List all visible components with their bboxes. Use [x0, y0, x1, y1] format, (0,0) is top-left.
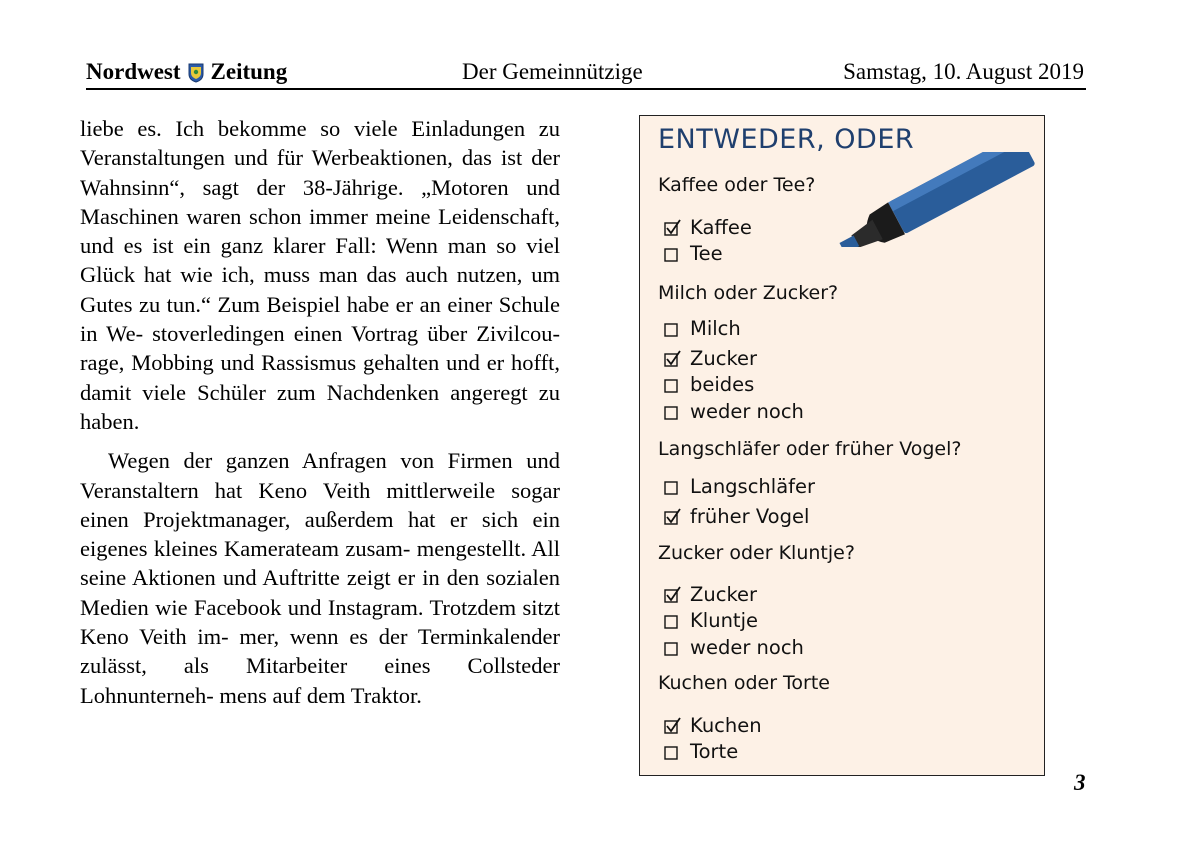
option-item	[664, 371, 754, 397]
empty-box-icon	[664, 245, 678, 261]
option-label: Torte	[690, 739, 739, 763]
option-label: weder noch	[690, 399, 804, 423]
newspaper-logo	[86, 58, 287, 86]
empty-box-icon	[664, 743, 678, 759]
option-item	[664, 473, 815, 499]
option-label: früher Vogel	[690, 504, 810, 528]
question-heading: Milch oder Zucker?	[658, 282, 839, 304]
checked-box-icon	[664, 586, 678, 602]
option-label: Langschläfer	[690, 474, 816, 498]
article-line: und Veranstaltern hat Keno Veith mittlerweile	[80, 448, 561, 503]
question-heading: Zucker oder Kluntje?	[658, 542, 855, 564]
article-line: Zum Beispiel habe er an einer Schule in We-	[80, 291, 561, 347]
highlighter-marker-icon	[830, 152, 1040, 251]
article-line: sich ein eigenes kleines Kamerateam zusam-	[80, 506, 561, 562]
option-item	[664, 345, 757, 371]
either-or-sidebar	[639, 115, 1045, 776]
checked-box-icon	[664, 350, 678, 366]
article-line: mengestellt. All seine Aktionen und Auftritte	[80, 536, 560, 591]
empty-box-icon	[664, 612, 678, 628]
article-line: muss man das auch nutzen, um Gutes zu tun.“	[80, 262, 561, 317]
article-body	[80, 114, 560, 710]
empty-box-icon	[664, 639, 678, 655]
option-label: beides	[690, 372, 755, 396]
option-item	[664, 398, 804, 424]
checked-box-icon	[664, 717, 678, 733]
option-label: Kluntje	[690, 608, 758, 632]
brand-right: Zeitung	[210, 59, 288, 84]
option-item	[664, 738, 738, 764]
empty-box-icon	[664, 403, 678, 419]
question-heading: Kaffee oder Tee?	[658, 174, 816, 196]
article-paragraph-2	[80, 446, 560, 710]
option-label: Kaffee	[690, 215, 752, 239]
article-line: mer, wenn es der Terminkalender zulässt, als	[80, 624, 560, 679]
article-line: mens auf dem Traktor.	[219, 682, 422, 708]
option-item	[664, 634, 804, 660]
article-line: und Instagram. Trotzdem sitzt Keno Veith im-	[80, 594, 560, 650]
question-heading: Kuchen oder Torte	[658, 672, 830, 694]
option-item	[664, 581, 757, 607]
section-title: Der Gemeinnützige	[462, 59, 643, 84]
article-line: rage, Mobbing und Rassismus gehalten und er	[80, 350, 505, 376]
article-line: stoverledingen einen Vortrag über Zivilcou-	[152, 321, 561, 347]
sidebar-title: ENTWEDER, ODER	[658, 124, 915, 155]
option-item	[664, 315, 741, 341]
article-paragraph-1	[80, 114, 560, 436]
option-label: Tee	[690, 241, 723, 265]
page-number: 3	[1074, 770, 1086, 795]
option-item	[664, 240, 723, 266]
article-line: zeigt er in den sozialen Medien wie Facebook	[80, 565, 560, 620]
article-line: Fall: Wenn man so viel Glück hat wie ich,	[80, 233, 560, 288]
empty-box-icon	[664, 320, 678, 336]
article-line: sogar einen Projektmanager, außerdem hat er	[80, 477, 561, 532]
article-line: angeregt zu haben.	[80, 379, 560, 434]
option-item	[664, 712, 762, 738]
article-line: Mitarbeiter eines Collsteder Lohnunterneh-	[80, 653, 561, 708]
option-label: Zucker	[690, 582, 758, 606]
article-line: ist der Wahnsinn“, sagt der 38-Jährige.	[80, 145, 561, 200]
page-header	[86, 58, 1086, 90]
article-line: Veranstaltungen und für Werbeaktionen, das	[80, 145, 492, 171]
article-line: meine Leidenschaft, und es ist ein ganz klarer	[80, 203, 560, 259]
article-line: hofft, damit viele Schüler zum Nachdenken	[80, 350, 561, 405]
option-label: Kuchen	[690, 713, 762, 737]
coat-of-arms-icon	[188, 62, 204, 82]
empty-box-icon	[664, 478, 678, 494]
article-line: Wegen der ganzen Anfragen von Firmen	[108, 448, 513, 474]
option-item	[664, 503, 809, 529]
option-item	[664, 214, 752, 240]
option-label: Zucker	[690, 346, 758, 370]
option-label: Milch	[690, 316, 741, 340]
brand-left: Nordwest	[86, 59, 181, 84]
question-heading: Langschläfer oder früher Vogel?	[658, 438, 962, 460]
checked-box-icon	[664, 508, 678, 524]
article-line: „Motoren und Maschinen waren schon immer	[80, 174, 560, 229]
option-label: weder noch	[690, 635, 804, 659]
option-item	[664, 607, 758, 633]
checked-box-icon	[664, 219, 678, 235]
issue-date: Samstag, 10. August 2019	[843, 59, 1084, 84]
article-line: liebe es. Ich bekomme so viele Einladungen zu	[80, 116, 560, 141]
empty-box-icon	[664, 376, 678, 392]
